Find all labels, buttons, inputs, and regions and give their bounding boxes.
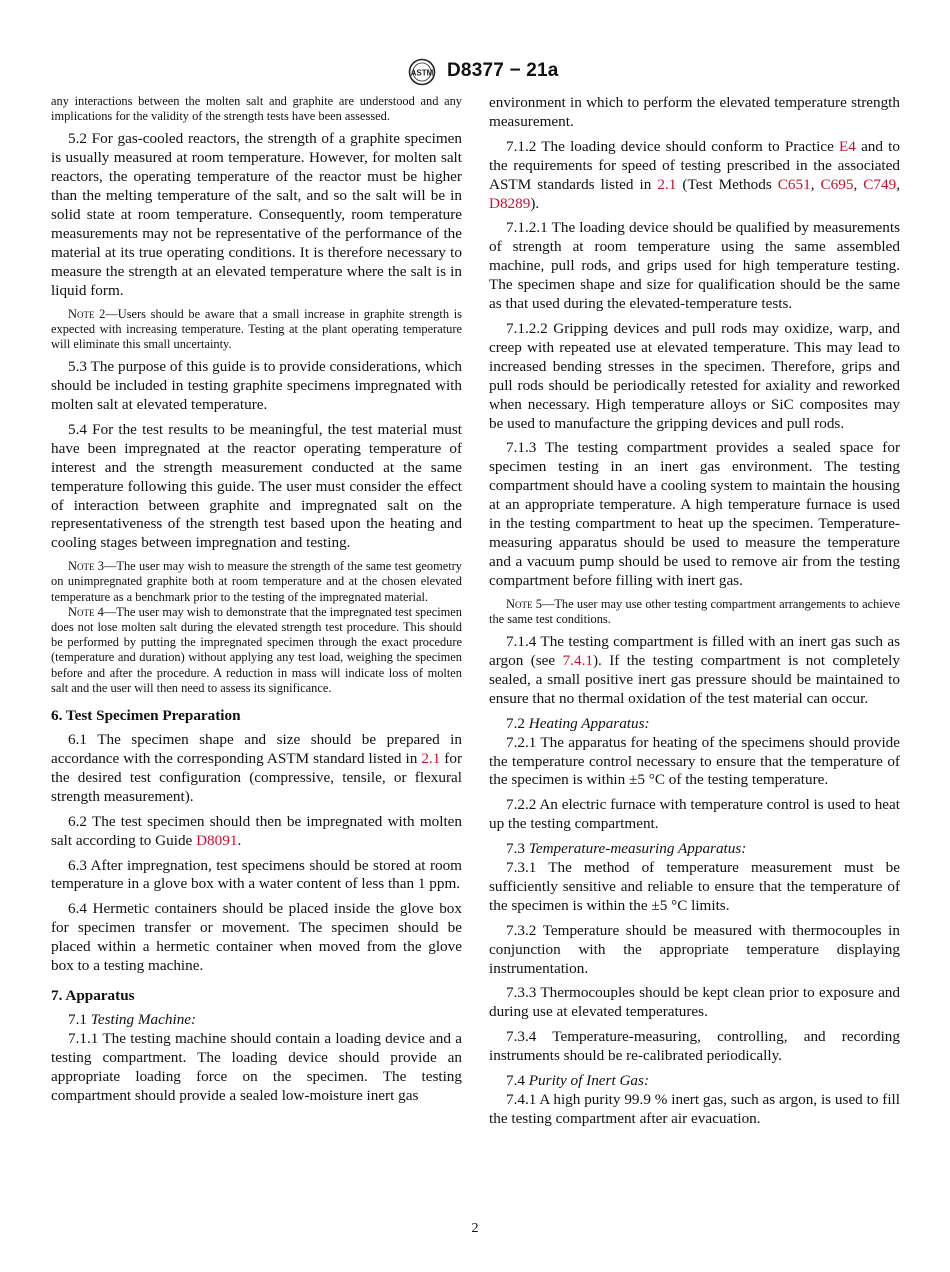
left-column [51,94,462,1111]
section-6-2 [51,813,462,851]
section-7-1-2-text-c: (Test Methods [676,175,778,193]
ref-link-7-4-1[interactable]: 7.4.1 [562,651,593,669]
logo-lettering: ASTM [410,68,434,78]
note-5-label: Note 5 [506,596,542,611]
section-7-2 [489,715,900,734]
section-7-1-1-continuation: environment in which to perform the elevated temperature strength measurement. [489,94,900,130]
section-7-1-2 [489,138,900,214]
section-7-3-number: 7.3 [506,840,529,858]
section-6-4: 6.4 Hermetic containers should be placed inside the glove box for specimen transfer or movement. The specimen should be placed within a hermetic container when moved from the glove box to a testing machine. [51,900,462,975]
note-4-label: Note 4 [68,604,104,619]
section-7-2-title: Heating Apparatus: [528,714,650,732]
section-7-1-1: 7.1.1 The testing machine should contain a loading device and a testing compartment. The loading device should provide an appropriate loading force on the specimen. The testing compartment should provide a sealed low-moisture inert gas [51,1029,462,1104]
astm-logo-icon [402,58,442,86]
section-5-2: 5.2 For gas-cooled reactors, the strength of a graphite specimen is usually measured at room temperature. However, for molten salt reactors, the operating temperature of the reactor must be higher than the melting temperature of the salt, and so the salt will be in solid state at room temperature. Consequently, room temperature measurements may not be representative of the performance of the material at its true operating conditions. It is therefore necessary to measure the strength at an elevated temperature where the salt is in liquid form. [51,130,462,299]
section-7-3-4: 7.3.4 Temperature-measuring, controlling, and recording instruments should be re-calibrated periodically. [489,1028,900,1065]
note-5-text: —The user may use other testing compartment arrangements to achieve the same test conditions. [489,596,900,626]
section-7-1-2-text-b: and to the requirements for speed of testing prescribed in the associated ASTM standards listed in [489,137,900,193]
section-7-1-number: 7.1 [68,1010,91,1028]
section-7-1-4-text-b: ). If the testing compartment is not completely sealed, a small positive inert gas pressure should be maintained to ensure that no thermal oxidation of the test material can occur. [489,651,900,707]
ref-link-2-1[interactable]: 2.1 [421,749,441,767]
note-2-label: Note 2 [68,306,106,321]
section-7-1-title: Testing Machine: [90,1010,197,1028]
note-3 [51,559,462,605]
section-7-3-title: Temperature-measuring Apparatus: [528,840,747,858]
section-5-3: 5.3 The purpose of this guide is to provide considerations, which should be included in testing graphite specimens impregnated with molten salt at elevated temperature. [51,358,462,413]
ref-link-d8289[interactable]: D8289 [489,194,531,212]
ref-link-c749[interactable]: C749 [863,175,897,193]
section-6-heading: 6. Test Specimen Preparation [51,707,241,725]
page-header [0,58,950,88]
note-4-text: —The user may wish to demonstrate that the impregnated test specimen does not lose molten salt during the elevated strength test procedure. This should be performed by putting the impregnated specimen through the exact procedure (temperature and duration) without applying any test load, weighing the specimen before and after the procedure. A reduction in mass will indicate loss of molten salt and the user will then need to assess its significance. [51,604,462,695]
section-6-1 [51,731,462,807]
note-3-label: Note 3 [68,559,104,574]
section-7-heading: 7. Apparatus [51,986,135,1004]
paragraph-continuation: any interactions between the molten salt and graphite are understood and any implications for the validity of the strength tests have been assessed. [51,94,462,124]
separator: , [853,175,864,193]
section-7-2-2: 7.2.2 An electric furnace with temperature control is used to heat up the testing compartment. [489,796,900,833]
note-4 [51,605,462,696]
section-6-3: 6.3 After impregnation, test specimens should be stored at room temperature in a glove box with a water content of less than 1 ppm. [51,856,462,893]
section-7-4 [489,1072,900,1091]
section-6-2-text-b: . [237,831,242,849]
ref-link-e4[interactable]: E4 [839,137,856,155]
section-6-1-text-b: for the desired test configuration (compressive, tensile, or flexural strength measurement). [51,749,463,805]
section-7-1-4-text-a: 7.1.4 The testing compartment is filled with an inert gas such as argon (see [489,633,900,669]
note-2 [51,307,462,353]
note-2-text: —Users should be aware that a small increase in graphite strength is expected with increasing temperature. Testing at the plant operating temperature will eliminate this small uncertainty. [51,306,462,351]
page-number: 2 [471,1221,479,1236]
ref-link-c651[interactable]: C651 [777,175,811,193]
separator: , [810,175,821,193]
section-7-1 [51,1011,462,1030]
ref-link-c695[interactable]: C695 [820,175,854,193]
section-7-3-3: 7.3.3 Thermocouples should be kept clean prior to exposure and during use at elevated temperatures. [489,984,900,1021]
note-3-text: —The user may wish to measure the strength of the same test geometry on unimpregnated graphite both at room temperature and at the chosen elevated temperature as a benchmark prior to the testing of the impregnated material. [51,559,462,604]
section-7-4-title: Purity of Inert Gas: [528,1072,649,1090]
separator: , [896,175,900,193]
note-5 [489,597,900,627]
ref-link-2-1[interactable]: 2.1 [657,175,677,193]
section-7-4-number: 7.4 [506,1072,529,1090]
section-7-2-number: 7.2 [506,714,529,732]
section-5-4: 5.4 For the test results to be meaningful, the test material must have been impregnated at the reactor operating temperature of interest and the strength measurement conducted at the same temperature following this guide. The user must consider the effect of interaction between graphite and impregnated salt on the representativeness of the strength test based upon the heating and cooling stages between impregnation and testing. [51,420,462,552]
section-7-1-4 [489,633,900,709]
section-7-1-2-2: 7.1.2.2 Gripping devices and pull rods may oxidize, warp, and creep with repeated use at elevated temperature. This may lead to increased bending stresses in the specimen. Therefore, grips and pull rods should be periodically retested for axiality and reworked when necessary. High temperature alloys or SiC composites may be used to manufacture the gripping devices and pull rods. [489,319,900,432]
ref-link-d8091[interactable]: D8091 [196,831,238,849]
section-7-2-1: 7.2.1 The apparatus for heating of the specimens should provide the temperature control necessary to ensure that the temperature of the specimen is within ±5 °C of the testing temperature. [489,733,900,789]
section-7-3-1: 7.3.1 The method of temperature measurement must be sufficiently sensitive and reliable to ensure that the temperature of the specimen is within the ±5 °C limits. [489,859,900,914]
section-7-1-2-1: 7.1.2.1 The loading device should be qualified by measurements of strength at room temperature using the same assembled machine, pull rods, and grips used for high temperature testing. The specimen shape and size for qualification should be the same as that used during the elevated-temperature tests. [489,219,900,313]
section-7-3-2: 7.3.2 Temperature should be measured with thermocouples in conjunction with the appropriate temperature displaying instrumentation. [489,921,900,977]
document-designation: D8377 − 21a [447,60,559,81]
section-7-1-3: 7.1.3 The testing compartment provides a sealed space for specimen testing in an inert gas environment. The testing compartment should have a cooling system to maintain the housing at an appropriate temperature. A high temperature furnace is used in the testing compartment to heat up the specimen. Temperature-measuring apparatus should be used to measure the temperature and a vacuum pump should be used to remove air from the testing compartment before filling with inert gas. [489,439,900,589]
section-7-1-2-text-d: ). [530,194,540,212]
section-7-3 [489,840,900,859]
section-6-2-text-a: 6.2 The test specimen should then be impregnated with molten salt according to Guide [51,812,462,849]
section-7-1-2-text-a: 7.1.2 The loading device should conform to Practice [506,137,840,155]
section-6-1-text-a: 6.1 The specimen shape and size should be prepared in accordance with the corresponding ASTM standard listed in [51,731,462,767]
right-column [489,94,900,1135]
section-7-4-1: 7.4.1 A high purity 99.9 % inert gas, such as argon, is used to fill the testing compartment after air evacuation. [489,1091,900,1127]
